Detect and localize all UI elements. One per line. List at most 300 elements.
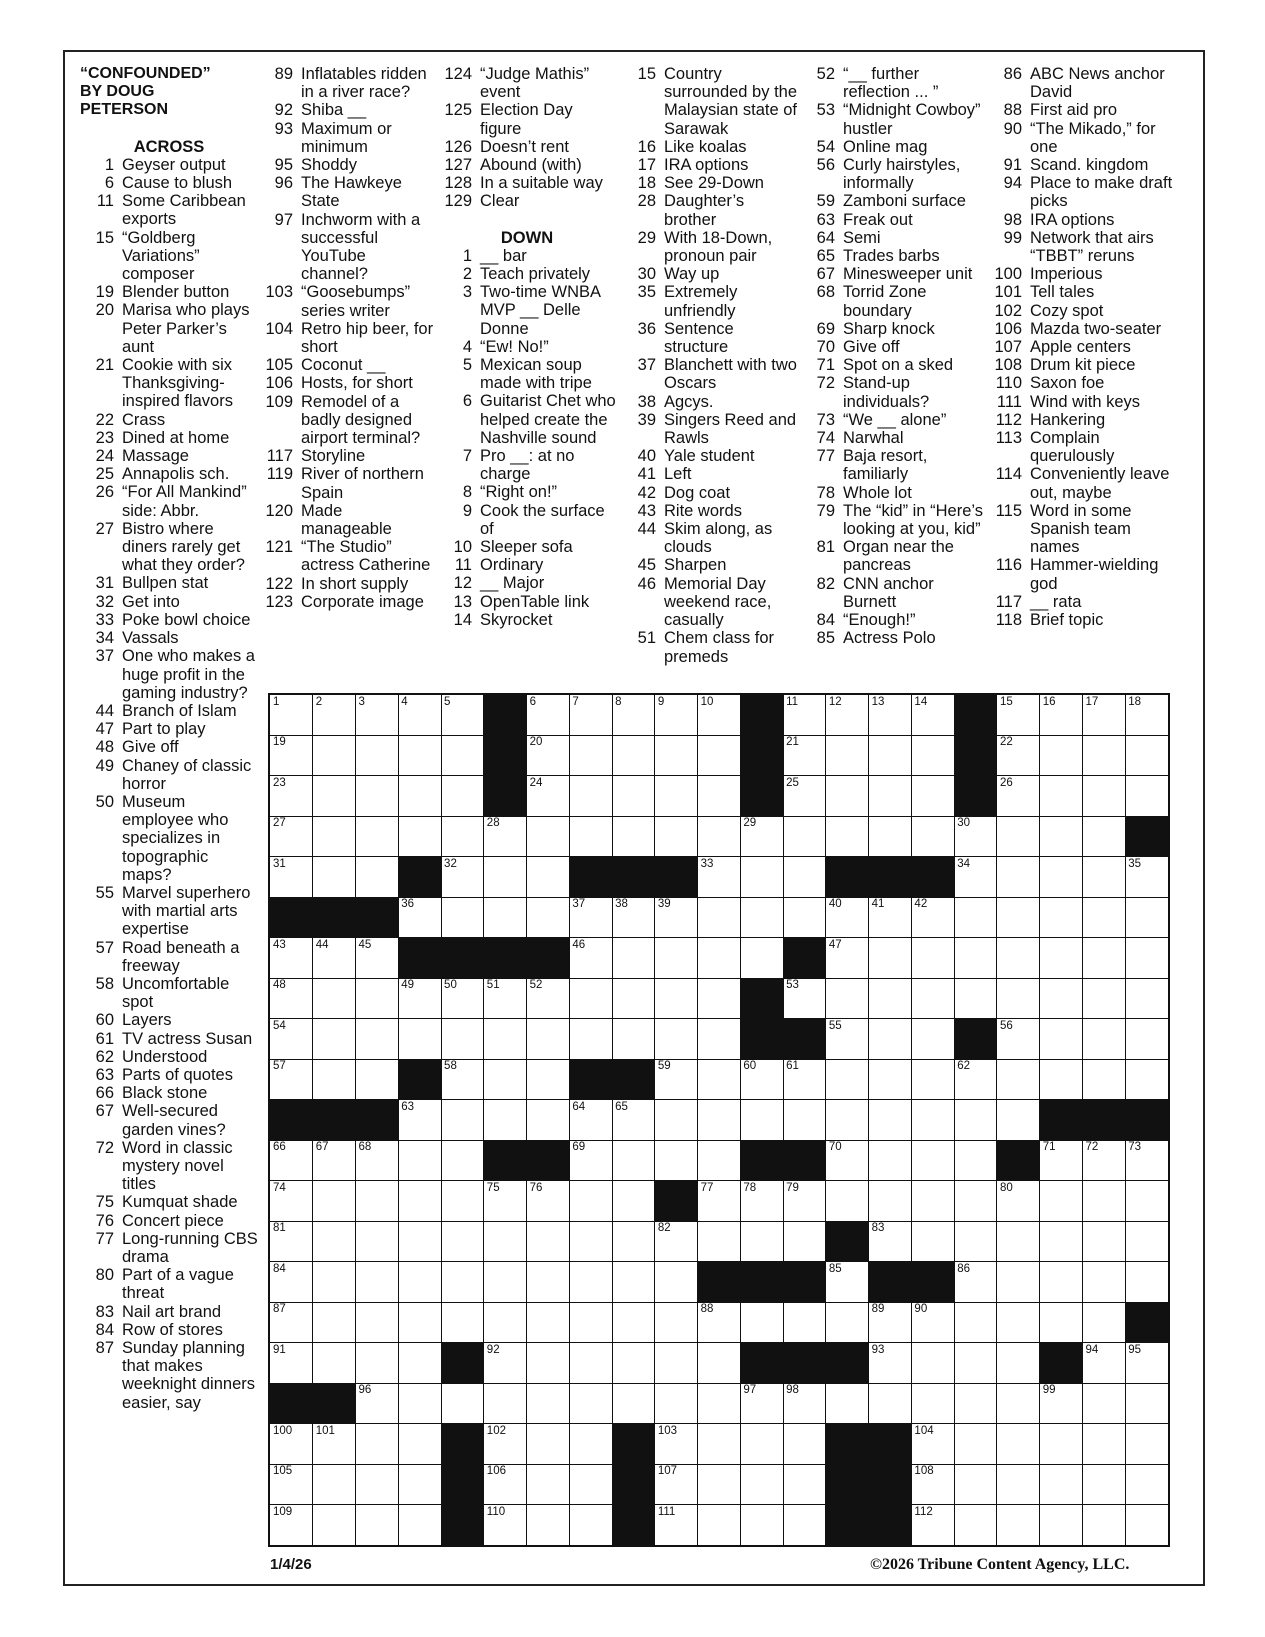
- grid-cell[interactable]: [1082, 1505, 1125, 1546]
- grid-cell[interactable]: [398, 897, 441, 938]
- grid-cell[interactable]: [997, 897, 1040, 938]
- grid-cell[interactable]: [698, 1464, 741, 1505]
- grid-cell[interactable]: [655, 776, 698, 817]
- grid-cell[interactable]: [783, 1383, 826, 1424]
- grid-cell[interactable]: [911, 1100, 954, 1141]
- grid-cell[interactable]: [783, 1059, 826, 1100]
- grid-cell[interactable]: [1082, 1383, 1125, 1424]
- grid-cell[interactable]: [655, 1059, 698, 1100]
- grid-cell[interactable]: [1082, 897, 1125, 938]
- grid-cell[interactable]: [441, 857, 484, 898]
- grid-cell[interactable]: [997, 938, 1040, 979]
- grid-cell[interactable]: [1082, 978, 1125, 1019]
- grid-cell[interactable]: [1082, 735, 1125, 776]
- grid-cell[interactable]: [655, 1262, 698, 1303]
- grid-cell[interactable]: [997, 1100, 1040, 1141]
- grid-cell[interactable]: [313, 978, 356, 1019]
- grid-cell[interactable]: [655, 1019, 698, 1060]
- grid-cell[interactable]: [826, 1100, 869, 1141]
- grid-cell[interactable]: [270, 1464, 313, 1505]
- grid-cell[interactable]: [826, 1140, 869, 1181]
- grid-cell[interactable]: [1082, 1140, 1125, 1181]
- grid-cell[interactable]: [911, 1221, 954, 1262]
- grid-cell[interactable]: [527, 1383, 570, 1424]
- grid-cell[interactable]: [1040, 1019, 1083, 1060]
- grid-cell[interactable]: [569, 1221, 612, 1262]
- grid-cell[interactable]: [398, 816, 441, 857]
- grid-cell[interactable]: [313, 1343, 356, 1384]
- grid-cell[interactable]: [698, 1343, 741, 1384]
- grid-cell[interactable]: [270, 695, 313, 736]
- grid-cell[interactable]: [1040, 1424, 1083, 1465]
- grid-cell[interactable]: [911, 1019, 954, 1060]
- grid-cell[interactable]: [740, 1505, 783, 1546]
- grid-cell[interactable]: [569, 1181, 612, 1222]
- grid-cell[interactable]: [569, 1505, 612, 1546]
- grid-cell[interactable]: [441, 1221, 484, 1262]
- grid-cell[interactable]: [655, 735, 698, 776]
- grid-cell[interactable]: [698, 938, 741, 979]
- grid-cell[interactable]: [869, 695, 912, 736]
- grid-cell[interactable]: [612, 735, 655, 776]
- grid-cell[interactable]: [313, 776, 356, 817]
- grid-cell[interactable]: [826, 695, 869, 736]
- grid-cell[interactable]: [313, 1464, 356, 1505]
- grid-cell[interactable]: [1040, 1383, 1083, 1424]
- grid-cell[interactable]: [270, 1262, 313, 1303]
- grid-cell[interactable]: [655, 1343, 698, 1384]
- grid-cell[interactable]: [826, 897, 869, 938]
- grid-cell[interactable]: [997, 1343, 1040, 1384]
- grid-cell[interactable]: [612, 695, 655, 736]
- grid-cell[interactable]: [569, 1464, 612, 1505]
- grid-cell[interactable]: [997, 1424, 1040, 1465]
- grid-cell[interactable]: [1125, 1383, 1168, 1424]
- grid-cell[interactable]: [484, 897, 527, 938]
- grid-cell[interactable]: [484, 1100, 527, 1141]
- grid-cell[interactable]: [356, 1221, 399, 1262]
- grid-cell[interactable]: [484, 1019, 527, 1060]
- grid-cell[interactable]: [356, 1424, 399, 1465]
- grid-cell[interactable]: [527, 1343, 570, 1384]
- grid-cell[interactable]: [740, 1181, 783, 1222]
- grid-cell[interactable]: [313, 1140, 356, 1181]
- grid-cell[interactable]: [270, 735, 313, 776]
- grid-cell[interactable]: [655, 695, 698, 736]
- grid-cell[interactable]: [826, 1262, 869, 1303]
- grid-cell[interactable]: [911, 695, 954, 736]
- grid-cell[interactable]: [398, 1302, 441, 1343]
- grid-cell[interactable]: [954, 1221, 997, 1262]
- grid-cell[interactable]: [997, 1262, 1040, 1303]
- grid-cell[interactable]: [869, 978, 912, 1019]
- grid-cell[interactable]: [1082, 1262, 1125, 1303]
- grid-cell[interactable]: [441, 1181, 484, 1222]
- grid-cell[interactable]: [997, 1383, 1040, 1424]
- grid-cell[interactable]: [313, 1302, 356, 1343]
- grid-cell[interactable]: [1082, 776, 1125, 817]
- grid-cell[interactable]: [356, 695, 399, 736]
- grid-cell[interactable]: [911, 1464, 954, 1505]
- grid-cell[interactable]: [1082, 816, 1125, 857]
- grid-cell[interactable]: [527, 1262, 570, 1303]
- grid-cell[interactable]: [356, 1343, 399, 1384]
- grid-cell[interactable]: [698, 735, 741, 776]
- grid-cell[interactable]: [698, 1383, 741, 1424]
- grid-cell[interactable]: [783, 897, 826, 938]
- grid-cell[interactable]: [1125, 978, 1168, 1019]
- grid-cell[interactable]: [569, 1100, 612, 1141]
- grid-cell[interactable]: [270, 857, 313, 898]
- grid-cell[interactable]: [1125, 1343, 1168, 1384]
- grid-cell[interactable]: [313, 938, 356, 979]
- grid-cell[interactable]: [826, 1059, 869, 1100]
- grid-cell[interactable]: [1125, 897, 1168, 938]
- grid-cell[interactable]: [1040, 695, 1083, 736]
- grid-cell[interactable]: [1125, 1505, 1168, 1546]
- grid-cell[interactable]: [569, 897, 612, 938]
- grid-cell[interactable]: [1125, 1262, 1168, 1303]
- grid-cell[interactable]: [398, 1100, 441, 1141]
- grid-cell[interactable]: [484, 1464, 527, 1505]
- grid-cell[interactable]: [313, 1424, 356, 1465]
- grid-cell[interactable]: [313, 816, 356, 857]
- grid-cell[interactable]: [655, 1505, 698, 1546]
- grid-cell[interactable]: [698, 695, 741, 736]
- grid-cell[interactable]: [612, 1140, 655, 1181]
- grid-cell[interactable]: [911, 1302, 954, 1343]
- grid-cell[interactable]: [783, 1505, 826, 1546]
- grid-cell[interactable]: [270, 938, 313, 979]
- grid-cell[interactable]: [569, 1343, 612, 1384]
- grid-cell[interactable]: [954, 978, 997, 1019]
- grid-cell[interactable]: [826, 978, 869, 1019]
- grid-cell[interactable]: [698, 1019, 741, 1060]
- grid-cell[interactable]: [527, 816, 570, 857]
- grid-cell[interactable]: [441, 735, 484, 776]
- grid-cell[interactable]: [270, 1505, 313, 1546]
- grid-cell[interactable]: [398, 1019, 441, 1060]
- grid-cell[interactable]: [356, 1464, 399, 1505]
- grid-cell[interactable]: [527, 1302, 570, 1343]
- grid-cell[interactable]: [527, 1424, 570, 1465]
- grid-cell[interactable]: [869, 1221, 912, 1262]
- grid-cell[interactable]: [270, 1343, 313, 1384]
- grid-cell[interactable]: [441, 695, 484, 736]
- grid-cell[interactable]: [954, 1262, 997, 1303]
- grid-cell[interactable]: [270, 1221, 313, 1262]
- grid-cell[interactable]: [569, 1262, 612, 1303]
- grid-cell[interactable]: [356, 978, 399, 1019]
- grid-cell[interactable]: [1082, 695, 1125, 736]
- grid-cell[interactable]: [911, 1140, 954, 1181]
- grid-cell[interactable]: [1082, 1221, 1125, 1262]
- grid-cell[interactable]: [740, 1100, 783, 1141]
- grid-cell[interactable]: [1040, 1464, 1083, 1505]
- grid-cell[interactable]: [398, 1140, 441, 1181]
- grid-cell[interactable]: [826, 1302, 869, 1343]
- grid-cell[interactable]: [270, 1302, 313, 1343]
- grid-cell[interactable]: [612, 1019, 655, 1060]
- grid-cell[interactable]: [313, 1181, 356, 1222]
- grid-cell[interactable]: [869, 1343, 912, 1384]
- grid-cell[interactable]: [527, 1464, 570, 1505]
- grid-cell[interactable]: [954, 1464, 997, 1505]
- grid-cell[interactable]: [869, 1383, 912, 1424]
- grid-cell[interactable]: [997, 816, 1040, 857]
- grid-cell[interactable]: [1125, 776, 1168, 817]
- grid-cell[interactable]: [997, 1059, 1040, 1100]
- grid-cell[interactable]: [954, 1181, 997, 1222]
- grid-cell[interactable]: [954, 1343, 997, 1384]
- grid-cell[interactable]: [783, 1424, 826, 1465]
- grid-cell[interactable]: [527, 695, 570, 736]
- grid-cell[interactable]: [1125, 1424, 1168, 1465]
- grid-cell[interactable]: [356, 816, 399, 857]
- grid-cell[interactable]: [484, 1505, 527, 1546]
- grid-cell[interactable]: [569, 938, 612, 979]
- grid-cell[interactable]: [698, 1221, 741, 1262]
- grid-cell[interactable]: [783, 1464, 826, 1505]
- grid-cell[interactable]: [954, 938, 997, 979]
- grid-cell[interactable]: [869, 1019, 912, 1060]
- grid-cell[interactable]: [356, 1140, 399, 1181]
- grid-cell[interactable]: [1040, 978, 1083, 1019]
- grid-cell[interactable]: [911, 816, 954, 857]
- grid-cell[interactable]: [356, 1505, 399, 1546]
- grid-cell[interactable]: [356, 1383, 399, 1424]
- grid-cell[interactable]: [398, 1343, 441, 1384]
- grid-cell[interactable]: [527, 978, 570, 1019]
- grid-cell[interactable]: [655, 1464, 698, 1505]
- grid-cell[interactable]: [1082, 938, 1125, 979]
- grid-cell[interactable]: [698, 1505, 741, 1546]
- grid-cell[interactable]: [740, 816, 783, 857]
- grid-cell[interactable]: [869, 735, 912, 776]
- grid-cell[interactable]: [612, 938, 655, 979]
- grid-cell[interactable]: [441, 1262, 484, 1303]
- grid-cell[interactable]: [826, 776, 869, 817]
- grid-cell[interactable]: [612, 1302, 655, 1343]
- grid-cell[interactable]: [612, 776, 655, 817]
- grid-cell[interactable]: [313, 1262, 356, 1303]
- grid-cell[interactable]: [484, 816, 527, 857]
- grid-cell[interactable]: [698, 1302, 741, 1343]
- grid-cell[interactable]: [441, 776, 484, 817]
- grid-cell[interactable]: [612, 1383, 655, 1424]
- grid-cell[interactable]: [911, 938, 954, 979]
- grid-cell[interactable]: [1040, 776, 1083, 817]
- grid-cell[interactable]: [1125, 1181, 1168, 1222]
- grid-cell[interactable]: [484, 1221, 527, 1262]
- grid-cell[interactable]: [356, 1059, 399, 1100]
- grid-cell[interactable]: [356, 776, 399, 817]
- grid-cell[interactable]: [441, 1059, 484, 1100]
- grid-cell[interactable]: [698, 978, 741, 1019]
- grid-cell[interactable]: [911, 1424, 954, 1465]
- grid-cell[interactable]: [740, 1383, 783, 1424]
- grid-cell[interactable]: [954, 857, 997, 898]
- grid-cell[interactable]: [398, 695, 441, 736]
- grid-cell[interactable]: [869, 1181, 912, 1222]
- grid-cell[interactable]: [740, 1221, 783, 1262]
- grid-cell[interactable]: [527, 1221, 570, 1262]
- grid-cell[interactable]: [997, 1221, 1040, 1262]
- grid-cell[interactable]: [783, 816, 826, 857]
- grid-cell[interactable]: [954, 1424, 997, 1465]
- grid-cell[interactable]: [441, 1019, 484, 1060]
- grid-cell[interactable]: [569, 1302, 612, 1343]
- grid-cell[interactable]: [1125, 735, 1168, 776]
- grid-cell[interactable]: [655, 1100, 698, 1141]
- grid-cell[interactable]: [655, 1140, 698, 1181]
- grid-cell[interactable]: [1125, 938, 1168, 979]
- grid-cell[interactable]: [1125, 857, 1168, 898]
- grid-cell[interactable]: [911, 776, 954, 817]
- grid-cell[interactable]: [356, 857, 399, 898]
- grid-cell[interactable]: [826, 1181, 869, 1222]
- grid-cell[interactable]: [441, 1302, 484, 1343]
- grid-cell[interactable]: [612, 897, 655, 938]
- grid-cell[interactable]: [569, 776, 612, 817]
- grid-cell[interactable]: [911, 897, 954, 938]
- grid-cell[interactable]: [826, 1019, 869, 1060]
- grid-cell[interactable]: [441, 978, 484, 1019]
- grid-cell[interactable]: [270, 1140, 313, 1181]
- grid-cell[interactable]: [954, 1505, 997, 1546]
- grid-cell[interactable]: [1082, 1464, 1125, 1505]
- grid-cell[interactable]: [484, 978, 527, 1019]
- grid-cell[interactable]: [441, 1140, 484, 1181]
- grid-cell[interactable]: [313, 1221, 356, 1262]
- grid-cell[interactable]: [698, 776, 741, 817]
- grid-cell[interactable]: [270, 1059, 313, 1100]
- grid-cell[interactable]: [569, 1019, 612, 1060]
- grid-cell[interactable]: [1040, 857, 1083, 898]
- grid-cell[interactable]: [1082, 1019, 1125, 1060]
- grid-cell[interactable]: [869, 897, 912, 938]
- grid-cell[interactable]: [911, 978, 954, 1019]
- grid-cell[interactable]: [740, 897, 783, 938]
- grid-cell[interactable]: [826, 816, 869, 857]
- grid-cell[interactable]: [1082, 857, 1125, 898]
- grid-cell[interactable]: [569, 1424, 612, 1465]
- grid-cell[interactable]: [398, 1383, 441, 1424]
- grid-cell[interactable]: [484, 1181, 527, 1222]
- grid-cell[interactable]: [270, 816, 313, 857]
- grid-cell[interactable]: [869, 1059, 912, 1100]
- grid-cell[interactable]: [826, 938, 869, 979]
- grid-cell[interactable]: [698, 897, 741, 938]
- grid-cell[interactable]: [569, 816, 612, 857]
- grid-cell[interactable]: [954, 1059, 997, 1100]
- grid-cell[interactable]: [270, 1019, 313, 1060]
- grid-cell[interactable]: [1040, 816, 1083, 857]
- grid-cell[interactable]: [1040, 1262, 1083, 1303]
- grid-cell[interactable]: [911, 1383, 954, 1424]
- grid-cell[interactable]: [1125, 1059, 1168, 1100]
- grid-cell[interactable]: [1082, 1181, 1125, 1222]
- grid-cell[interactable]: [655, 1424, 698, 1465]
- grid-cell[interactable]: [740, 1302, 783, 1343]
- grid-cell[interactable]: [869, 1100, 912, 1141]
- grid-cell[interactable]: [569, 1383, 612, 1424]
- grid-cell[interactable]: [527, 1181, 570, 1222]
- grid-cell[interactable]: [954, 1383, 997, 1424]
- grid-cell[interactable]: [655, 1302, 698, 1343]
- grid-cell[interactable]: [740, 1464, 783, 1505]
- grid-cell[interactable]: [484, 1302, 527, 1343]
- grid-cell[interactable]: [569, 1140, 612, 1181]
- grid-cell[interactable]: [313, 1505, 356, 1546]
- grid-cell[interactable]: [398, 776, 441, 817]
- grid-cell[interactable]: [1040, 1140, 1083, 1181]
- grid-cell[interactable]: [270, 978, 313, 1019]
- grid-cell[interactable]: [783, 1100, 826, 1141]
- grid-cell[interactable]: [655, 978, 698, 1019]
- grid-cell[interactable]: [398, 978, 441, 1019]
- grid-cell[interactable]: [911, 735, 954, 776]
- grid-cell[interactable]: [698, 816, 741, 857]
- grid-cell[interactable]: [1125, 1464, 1168, 1505]
- grid-cell[interactable]: [612, 1100, 655, 1141]
- grid-cell[interactable]: [441, 1100, 484, 1141]
- grid-cell[interactable]: [527, 1505, 570, 1546]
- grid-cell[interactable]: [356, 1019, 399, 1060]
- grid-cell[interactable]: [612, 1181, 655, 1222]
- grid-cell[interactable]: [826, 735, 869, 776]
- grid-cell[interactable]: [1082, 1424, 1125, 1465]
- grid-cell[interactable]: [698, 1140, 741, 1181]
- grid-cell[interactable]: [1125, 1221, 1168, 1262]
- grid-cell[interactable]: [569, 978, 612, 1019]
- grid-cell[interactable]: [1040, 1221, 1083, 1262]
- grid-cell[interactable]: [655, 816, 698, 857]
- grid-cell[interactable]: [612, 1343, 655, 1384]
- grid-cell[interactable]: [527, 1059, 570, 1100]
- grid-cell[interactable]: [270, 1424, 313, 1465]
- grid-cell[interactable]: [569, 735, 612, 776]
- grid-cell[interactable]: [527, 1100, 570, 1141]
- grid-cell[interactable]: [783, 857, 826, 898]
- grid-cell[interactable]: [313, 1059, 356, 1100]
- grid-cell[interactable]: [997, 1019, 1040, 1060]
- grid-cell[interactable]: [911, 1343, 954, 1384]
- grid-cell[interactable]: [484, 1262, 527, 1303]
- grid-cell[interactable]: [527, 776, 570, 817]
- grid-cell[interactable]: [612, 816, 655, 857]
- grid-cell[interactable]: [441, 816, 484, 857]
- grid-cell[interactable]: [954, 1140, 997, 1181]
- grid-cell[interactable]: [655, 1383, 698, 1424]
- grid-cell[interactable]: [1082, 1343, 1125, 1384]
- grid-cell[interactable]: [869, 816, 912, 857]
- grid-cell[interactable]: [1040, 1059, 1083, 1100]
- grid-cell[interactable]: [655, 897, 698, 938]
- grid-cell[interactable]: [527, 1019, 570, 1060]
- grid-cell[interactable]: [997, 695, 1040, 736]
- grid-cell[interactable]: [356, 1181, 399, 1222]
- grid-cell[interactable]: [698, 1100, 741, 1141]
- grid-cell[interactable]: [783, 776, 826, 817]
- grid-cell[interactable]: [612, 1221, 655, 1262]
- grid-cell[interactable]: [869, 776, 912, 817]
- grid-cell[interactable]: [356, 938, 399, 979]
- grid-cell[interactable]: [954, 897, 997, 938]
- grid-cell[interactable]: [954, 1302, 997, 1343]
- grid-cell[interactable]: [783, 978, 826, 1019]
- grid-cell[interactable]: [783, 1181, 826, 1222]
